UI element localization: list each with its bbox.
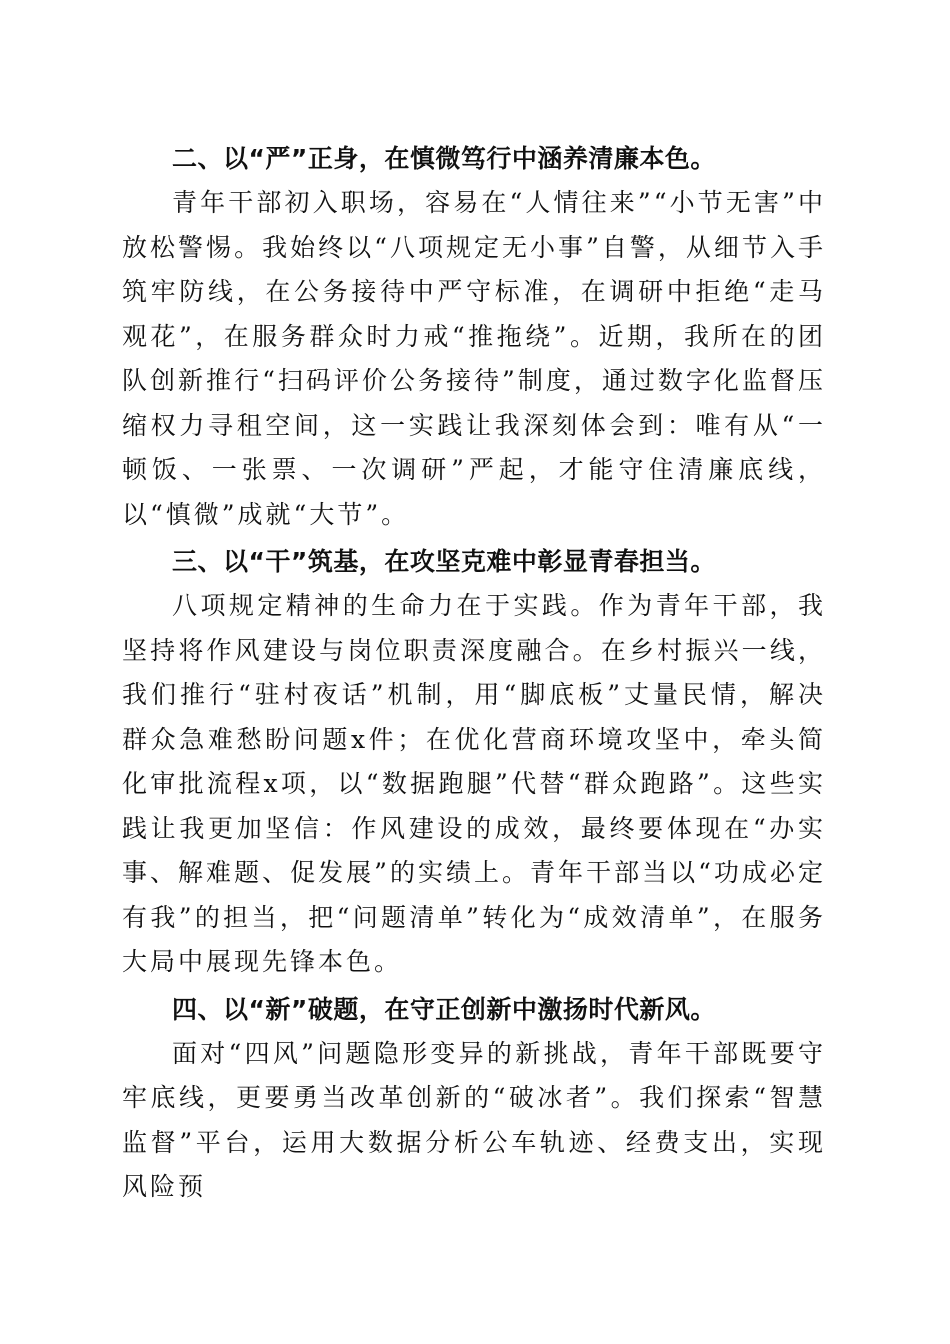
section-4 [122, 988, 826, 1210]
section-2 [122, 137, 826, 537]
section-3 [122, 540, 826, 985]
section-heading: 四、以“新”破题，在守正创新中激扬时代新风。 [172, 994, 716, 1024]
section-paragraph: 面对“四风”问题隐形变异的新挑战，青年干部既要守牢底线，更要勇当改革创新的“破冰者”。我们探索“智慧监督”平台，运用大数据分析公车轨迹、经费支出，实现风险预 [122, 1038, 826, 1201]
section-heading: 二、以“严”正身，在慎微笃行中涵养清廉本色。 [172, 144, 716, 173]
section-heading: 三、以“干”筑基，在攻坚克难中彰显青春担当。 [172, 547, 716, 576]
section-paragraph: 八项规定精神的生命力在于实践。作为青年干部，我坚持将作风建设与岗位职责深度融合。在乡村振兴一线，我们推行“驻村夜话”机制，用“脚底板”丈量民情，解决群众急难愁盼问题x件；在优化营商环境攻坚中，牵头简化审批流程x项，以“数据跑腿”代替“群众跑路”。这些实践让我更加坚信：作风建设的成效，最终要体现在“办实事、解难题、促发展”的实绩上。青年干部当以“功成必定有我”的担当，把“问题清单”转化为“成效清单”，在服务大局中展现先锋本色。 [122, 591, 826, 976]
document-body [122, 137, 826, 1210]
section-paragraph: 青年干部初入职场，容易在“人情往来”“小节无害”中放松警惕。我始终以“八项规定无小事”自警，从细节入手筑牢防线，在公务接待中严守标准，在调研中拒绝“走马观花”，在服务群众时力戒“推拖绕”。近期，我所在的团队创新推行“扫码评价公务接待”制度，通过数字化监督压缩权力寻租空间，这一实践让我深刻体会到：唯有从“一顿饭、一张票、一次调研”严起，才能守住清廉底线，以“慎微”成就“大节”。 [122, 188, 826, 529]
